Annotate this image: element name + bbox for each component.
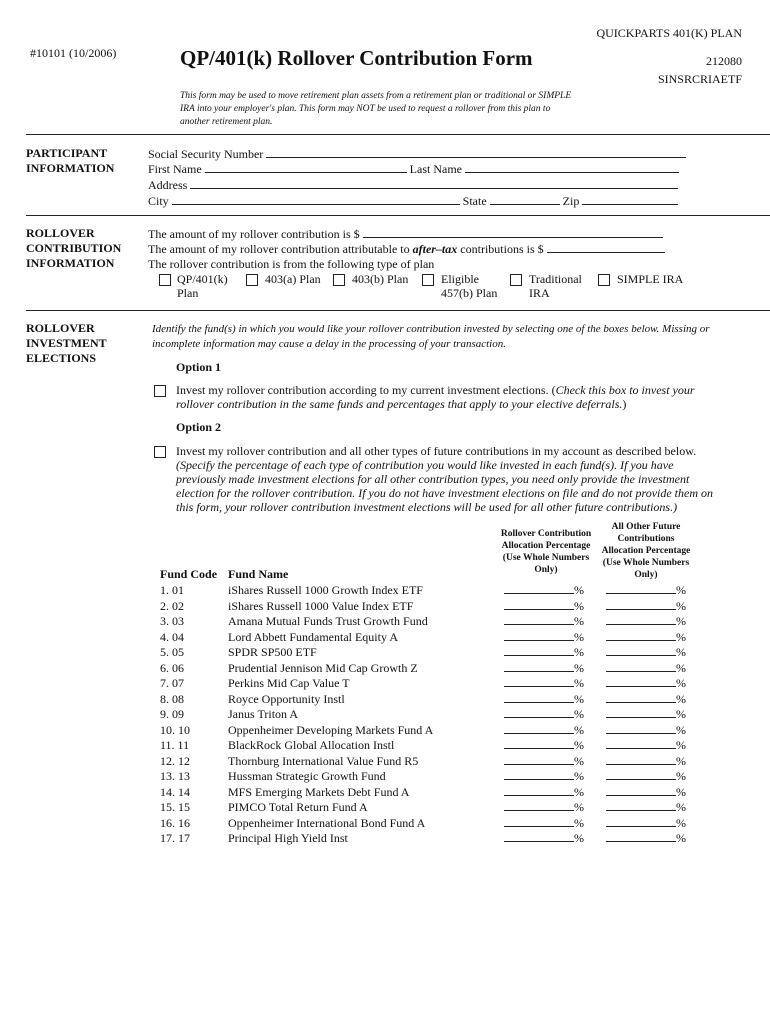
option-1-text-italic: Check this box to invest your rollover contribution in the same funds and percentages that apply to your elective deferrals. [176, 383, 695, 411]
plan-type-403a-label: 403(a) Plan [265, 272, 321, 286]
elections-instructions: Identify the fund(s) in which you would like your rollover contribution invested by selecting one of the boxes below. Missing or incomplete information may cause a delay in the processing of your transaction. [152, 323, 710, 350]
fund-name: iShares Russell 1000 Growth Index ETF [228, 583, 423, 597]
state-input[interactable] [490, 193, 560, 205]
option-1-text-main: Invest my rollover contribution according to my current investment elections. ( [176, 383, 556, 397]
other-allocation-column-header: All Other Future Contributions Allocation Percentage (Use Whole Numbers Only) [601, 522, 691, 580]
fund-code: 2. 02 [160, 598, 184, 613]
percent-sign: % [676, 598, 686, 613]
fund-name: MFS Emerging Markets Debt Fund A [228, 784, 410, 799]
percent-sign: % [574, 722, 584, 737]
percentage-blank[interactable] [504, 583, 574, 594]
rollover-percentage-input[interactable] [504, 816, 584, 831]
percentage-blank[interactable] [606, 785, 676, 796]
percent-sign: % [676, 629, 686, 644]
fund-name: Thornburg International Value Fund R5 [228, 753, 419, 768]
fund-name: Oppenheimer Developing Markets Fund A [228, 722, 434, 737]
rollover-percentage-input[interactable] [504, 769, 584, 784]
fund-code: 6. 06 [160, 660, 184, 675]
after-tax-row [148, 241, 665, 257]
percent-sign: % [574, 614, 584, 628]
form-id: SINSRCRIAETF [657, 72, 742, 86]
percentage-blank[interactable] [504, 676, 574, 687]
elections-section-label: ROLLOVER INVESTMENT ELECTIONS [26, 321, 107, 365]
option-2-text-main: Invest my rollover contribution and all other types of future contributions in my account as described below. [176, 444, 697, 458]
fund-code: 4. 04 [160, 629, 184, 644]
percent-sign: % [676, 738, 686, 752]
zip-label: Zip [562, 194, 580, 208]
last-name-label: Last Name [409, 162, 462, 176]
plan-type-457b-label: Eligible 457(b) Plan [441, 272, 498, 300]
rollover-allocation-column-header: Rollover Contribution Allocation Percentage (Use Whole Numbers Only) [500, 529, 592, 575]
rollover-percentage-input[interactable] [504, 723, 584, 738]
intro-text: This form may be used to move retirement plan assets from a retirement plan or traditional or SIMPLE IRA into your employer's plan. This form may NOT be used to request a rollover from this plan to another retirement plan. [180, 91, 572, 127]
other-percentage-input[interactable] [606, 692, 686, 707]
percent-sign: % [676, 707, 686, 721]
percentage-blank[interactable] [606, 754, 676, 765]
percent-sign: % [676, 691, 686, 706]
after-tax-label-post: contributions is $ [457, 242, 544, 256]
other-percentage-input[interactable] [606, 816, 686, 831]
percentage-blank[interactable] [504, 707, 574, 718]
fund-code-header: Fund Code [160, 567, 218, 581]
percent-sign: % [574, 738, 584, 752]
city-label: City [148, 194, 169, 208]
percentage-blank[interactable] [504, 831, 574, 842]
rollover-percentage-input[interactable] [504, 583, 584, 598]
percentage-blank[interactable] [504, 785, 574, 796]
fund-code: 1. 01 [160, 583, 184, 597]
percent-sign: % [574, 629, 584, 644]
option-2-text-italic: (Specify the percentage of each type of contribution you would like invested in each fund(s). If you have previously made investment elections for all other contribution types, you need only provide the investment election for the rollover contribution. If you do not have investment elections on file and do not provide them on this form, your rollover contribution investment elections will be used for all other future contributions.) [176, 458, 713, 514]
other-percentage-input[interactable] [606, 661, 686, 676]
fund-code: 15. 15 [160, 800, 190, 814]
other-percentage-input[interactable] [606, 707, 686, 722]
fund-code: 5. 05 [160, 645, 184, 659]
ssn-input[interactable] [266, 146, 686, 158]
percent-sign: % [574, 815, 584, 830]
fund-name: Janus Triton A [228, 707, 299, 721]
form-code: 212080 [706, 54, 742, 68]
percentage-blank[interactable] [606, 816, 676, 827]
ssn-row [148, 146, 686, 162]
percent-sign: % [676, 660, 686, 675]
percentage-blank[interactable] [606, 723, 676, 734]
fund-code: 9. 09 [160, 707, 184, 721]
percentage-blank[interactable] [504, 816, 574, 827]
percent-sign: % [574, 831, 584, 845]
option-1-heading: Option 1 [176, 360, 222, 374]
form-number: #10101 (10/2006) [30, 46, 117, 60]
fund-name: iShares Russell 1000 Value Index ETF [228, 598, 414, 613]
percent-sign: % [676, 753, 686, 768]
option-2-heading: Option 2 [176, 420, 222, 434]
percentage-blank[interactable] [504, 692, 574, 703]
ssn-label: Social Security Number [148, 147, 264, 161]
last-name-input[interactable] [465, 161, 679, 173]
option-2-text [176, 444, 721, 514]
fund-name: Amana Mutual Funds Trust Growth Fund [228, 614, 428, 628]
percent-sign: % [676, 831, 686, 845]
percentage-blank[interactable] [504, 738, 574, 749]
fund-code: 11. 11 [160, 738, 190, 752]
rollover-percentage-input[interactable] [504, 785, 584, 800]
name-row [148, 161, 679, 177]
rollover-percentage-input[interactable] [504, 645, 584, 660]
fund-name: SPDR SP500 ETF [228, 645, 317, 659]
plan-type-401k-checkbox[interactable] [159, 274, 171, 286]
fund-name: Hussman Strategic Growth Fund [228, 769, 386, 783]
fund-code: 14. 14 [160, 784, 190, 799]
percentage-blank[interactable] [504, 800, 574, 811]
fund-code: 16. 16 [160, 815, 190, 830]
rollover-percentage-input[interactable] [504, 707, 584, 722]
city-row [148, 193, 678, 209]
percent-sign: % [574, 660, 584, 675]
plan-type-403b-checkbox[interactable] [333, 274, 345, 286]
rollover-percentage-input[interactable] [504, 738, 584, 753]
section-divider [26, 134, 770, 135]
other-percentage-input[interactable] [606, 800, 686, 815]
percent-sign: % [574, 676, 584, 690]
rollover-percentage-input[interactable] [504, 599, 584, 614]
percentage-blank[interactable] [504, 754, 574, 765]
after-tax-emphasis: after–tax [412, 242, 458, 256]
rollover-percentage-input[interactable] [504, 692, 584, 707]
fund-name: Lord Abbett Fundamental Equity A [228, 629, 398, 644]
percentage-blank[interactable] [606, 630, 676, 641]
option-2-checkbox[interactable] [154, 446, 166, 458]
plan-type-simple-ira-label: SIMPLE IRA [617, 272, 684, 286]
address-input[interactable] [190, 177, 678, 189]
percent-sign: % [574, 800, 584, 814]
other-percentage-input[interactable] [606, 738, 686, 753]
percent-sign: % [676, 583, 686, 597]
rollover-percentage-input[interactable] [504, 661, 584, 676]
amount-label: The amount of my rollover contribution is $ [148, 227, 360, 241]
percentage-blank[interactable] [606, 583, 676, 594]
fund-name: Perkins Mid Cap Value T [228, 676, 350, 690]
plan-type-403b-label: 403(b) Plan [352, 272, 409, 286]
plan-name: QUICKPARTS 401(K) PLAN [596, 26, 742, 40]
other-percentage-input[interactable] [606, 599, 686, 614]
participant-section-label: PARTICIPANT INFORMATION [26, 146, 115, 175]
percent-sign: % [574, 707, 584, 721]
rollover-percentage-input[interactable] [504, 676, 584, 691]
plan-type-457b-checkbox[interactable] [422, 274, 434, 286]
fund-code: 3. 03 [160, 614, 184, 628]
fund-code: 17. 17 [160, 831, 190, 845]
option-1-text-close: ) [622, 397, 627, 411]
plan-type-401k-label: QP/401(k) Plan [177, 272, 228, 300]
amount-row [148, 226, 663, 242]
percentage-blank[interactable] [606, 831, 676, 842]
first-name-input[interactable] [205, 161, 407, 173]
other-percentage-input[interactable] [606, 645, 686, 660]
percent-sign: % [574, 769, 584, 783]
percent-sign: % [676, 722, 686, 737]
rollover-percentage-input[interactable] [504, 630, 584, 645]
other-percentage-input[interactable] [606, 583, 686, 598]
fund-name: Royce Opportunity Instl [228, 691, 345, 706]
fund-name-header: Fund Name [228, 567, 289, 581]
plan-type-traditional-ira-checkbox[interactable] [510, 274, 522, 286]
percent-sign: % [676, 676, 686, 690]
percentage-blank[interactable] [606, 692, 676, 703]
rollover-percentage-input[interactable] [504, 800, 584, 815]
other-percentage-input[interactable] [606, 614, 686, 629]
percent-sign: % [574, 598, 584, 613]
plan-type-403a-checkbox[interactable] [246, 274, 258, 286]
other-percentage-input[interactable] [606, 676, 686, 691]
fund-name: Prudential Jennison Mid Cap Growth Z [228, 660, 418, 675]
percentage-blank[interactable] [606, 599, 676, 610]
percent-sign: % [676, 800, 686, 814]
other-percentage-input[interactable] [606, 785, 686, 800]
other-percentage-input[interactable] [606, 754, 686, 769]
page-title: QP/401(k) Rollover Contribution Form [180, 46, 533, 70]
rollover-section-label: ROLLOVER CONTRIBUTION INFORMATION [26, 226, 122, 270]
percentage-blank[interactable] [504, 614, 574, 625]
other-percentage-input[interactable] [606, 630, 686, 645]
percentage-blank[interactable] [606, 676, 676, 687]
percentage-blank[interactable] [504, 769, 574, 780]
fund-code: 13. 13 [160, 769, 190, 783]
percent-sign: % [574, 753, 584, 768]
plan-type-row: The rollover contribution is from the following type of plan [148, 257, 435, 271]
percent-sign: % [676, 784, 686, 799]
fund-code: 10. 10 [160, 722, 190, 737]
percent-sign: % [574, 583, 584, 597]
percentage-blank[interactable] [606, 707, 676, 718]
percent-sign: % [676, 769, 686, 783]
city-input[interactable] [172, 193, 460, 205]
address-row [148, 177, 678, 193]
rollover-amount-input[interactable] [363, 226, 663, 238]
option-1-text [176, 383, 721, 411]
address-label: Address [148, 178, 188, 192]
other-percentage-input[interactable] [606, 723, 686, 738]
percentage-blank[interactable] [504, 645, 574, 656]
option-1-checkbox[interactable] [154, 385, 166, 397]
fund-code: 7. 07 [160, 676, 184, 690]
percentage-blank[interactable] [606, 614, 676, 625]
other-percentage-input[interactable] [606, 769, 686, 784]
after-tax-amount-input[interactable] [547, 241, 665, 253]
percentage-blank[interactable] [504, 661, 574, 672]
percentage-blank[interactable] [606, 661, 676, 672]
percent-sign: % [676, 614, 686, 628]
fund-code: 8. 08 [160, 691, 184, 706]
percent-sign: % [676, 645, 686, 659]
first-name-label: First Name [148, 162, 202, 176]
percent-sign: % [676, 815, 686, 830]
section-divider [26, 310, 770, 311]
rollover-percentage-input[interactable] [504, 831, 584, 846]
percentage-blank[interactable] [504, 723, 574, 734]
rollover-percentage-input[interactable] [504, 614, 584, 629]
zip-input[interactable] [582, 193, 678, 205]
percentage-blank[interactable] [606, 800, 676, 811]
fund-name: BlackRock Global Allocation Instl [228, 738, 395, 752]
fund-code: 12. 12 [160, 753, 190, 768]
percentage-blank[interactable] [606, 738, 676, 749]
percentage-blank[interactable] [606, 769, 676, 780]
percentage-blank[interactable] [504, 599, 574, 610]
after-tax-label-pre: The amount of my rollover contribution attributable to [148, 242, 413, 256]
other-percentage-input[interactable] [606, 831, 686, 846]
percentage-blank[interactable] [504, 630, 574, 641]
state-label: State [462, 194, 487, 208]
fund-name: PIMCO Total Return Fund A [228, 800, 368, 814]
percent-sign: % [574, 645, 584, 659]
plan-type-traditional-ira-label: Traditional IRA [529, 272, 582, 300]
plan-type-simple-ira-checkbox[interactable] [598, 274, 610, 286]
rollover-percentage-input[interactable] [504, 754, 584, 769]
fund-name: Principal High Yield Inst [228, 831, 348, 845]
fund-name: Oppenheimer International Bond Fund A [228, 815, 426, 830]
percentage-blank[interactable] [606, 645, 676, 656]
section-divider [26, 215, 770, 216]
percent-sign: % [574, 691, 584, 706]
percent-sign: % [574, 784, 584, 799]
